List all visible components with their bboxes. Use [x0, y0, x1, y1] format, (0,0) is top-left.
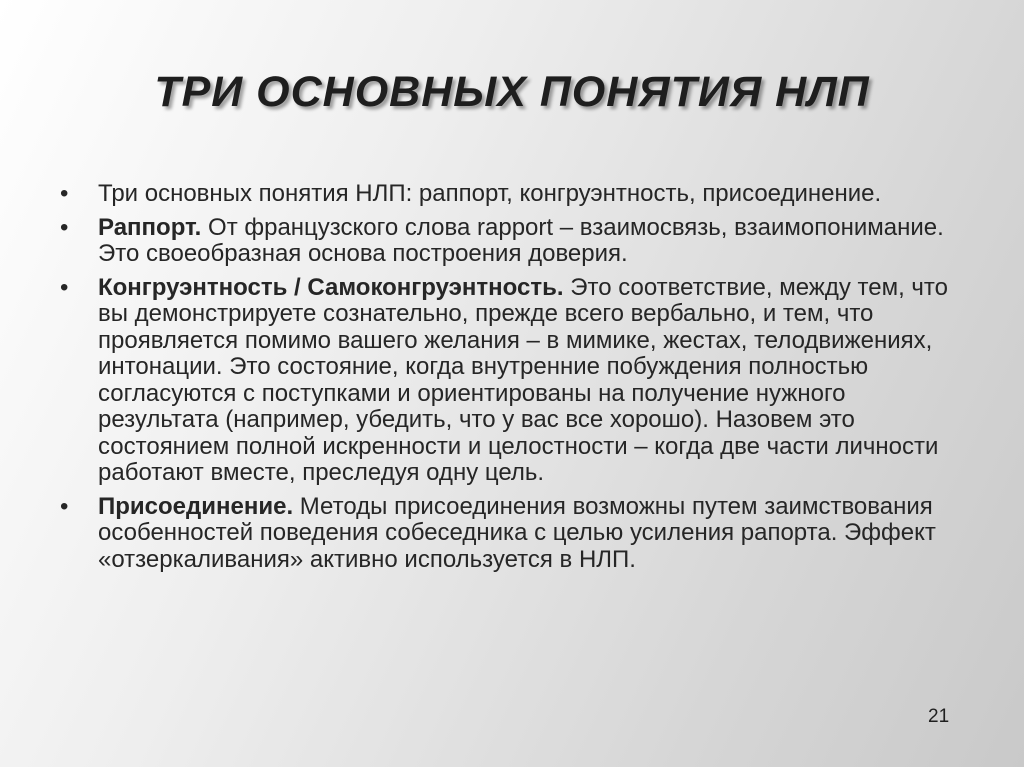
list-item: [60, 275, 960, 487]
item-text: От французского слова rapport – взаимосвязь, взаимопонимание. Это своеобразная основа построения доверия.: [98, 213, 944, 267]
item-text: Три основных понятия НЛП: раппорт, конгруэнтность, присоединение.: [98, 180, 882, 207]
bullet-icon: •: [60, 492, 69, 520]
item-text: Это соответствие, между тем, что вы демонстрируете сознательно, прежде всего вербально, и тем, что проявляется помимо вашего желания – в мимике, жестах, телодвижениях, интонации. Это состояние, когда внутренние побуждения полностью согласуются с поступками и ориентированы на получение нужного результата (например, убедить, что у вас все хорошо). Назовем это состоянием полной искренности и целостности – когда две части личности работают вместе, преследуя одну цель.: [98, 273, 949, 486]
slide-title: ТРИ ОСНОВНЫХ ПОНЯТИЯ НЛП: [154, 68, 870, 116]
item-term: Конгруэнтность / Самоконгруэнтность.: [98, 273, 564, 301]
bullet-list: [60, 181, 960, 580]
bullet-icon: •: [60, 273, 69, 301]
bullet-icon: •: [60, 180, 69, 207]
item-text: Методы присоединения возможны путем заимствования особенностей поведения собеседника с целью усиления рапорта. Эффект «отзеркаливания» активно используется в НЛП.: [98, 492, 936, 573]
bullet-icon: •: [60, 213, 69, 241]
item-term: Присоединение.: [98, 492, 294, 520]
list-item: [60, 494, 960, 574]
list-item: [60, 215, 960, 268]
page-number: 21: [928, 706, 950, 727]
item-term: Раппорт.: [98, 213, 202, 241]
list-item: [60, 181, 960, 208]
